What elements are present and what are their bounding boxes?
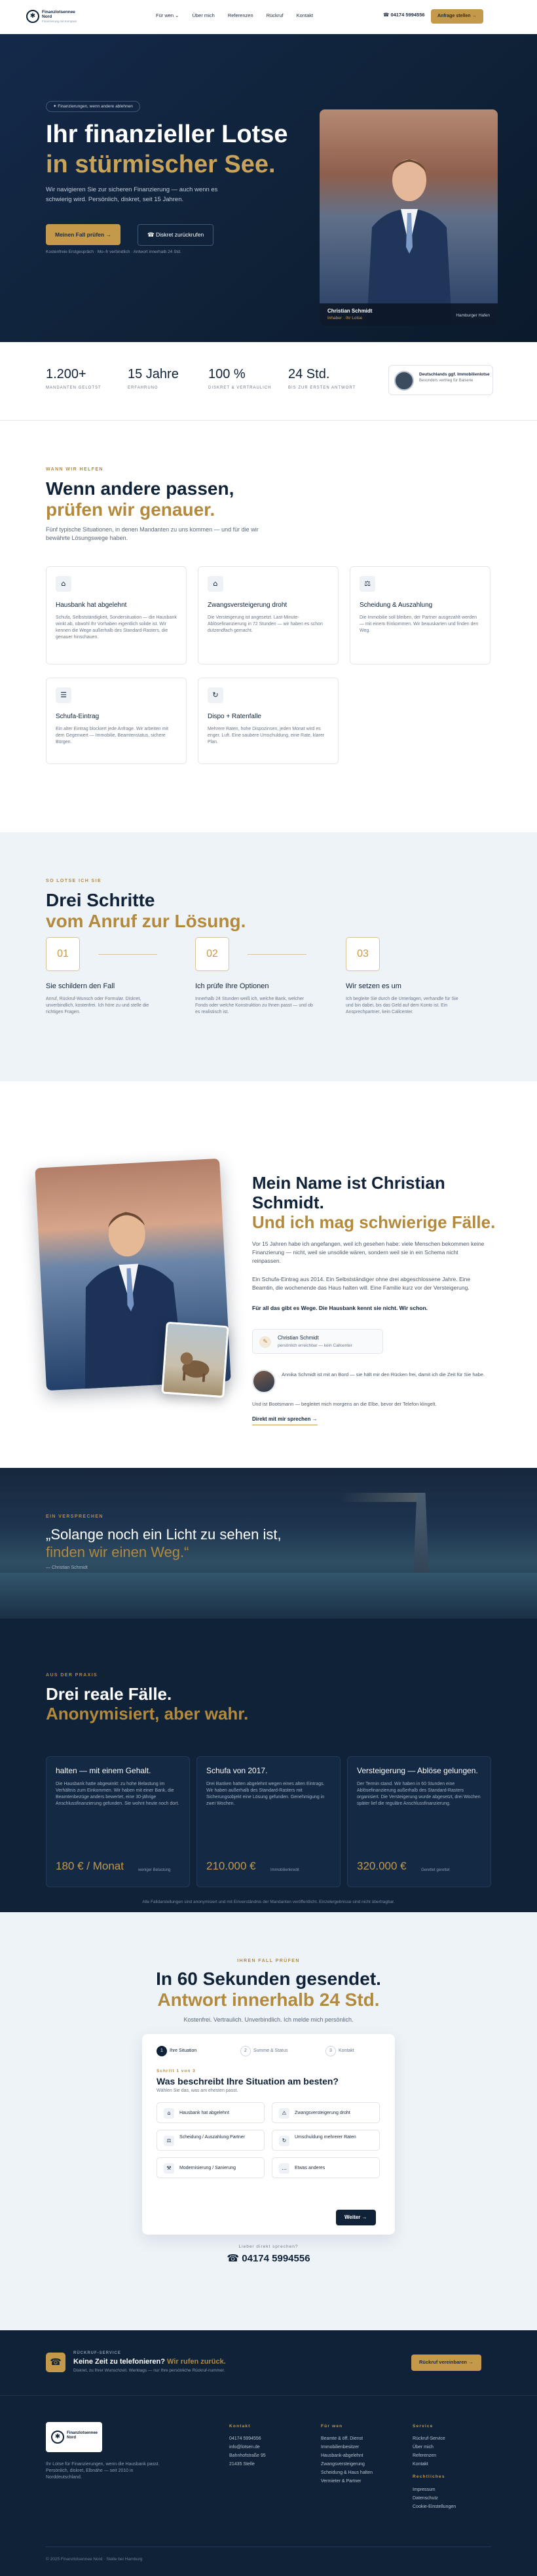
option-label: Modernisierung / Sanierung bbox=[179, 2166, 236, 2170]
form-step-2 bbox=[240, 2046, 288, 2056]
hero-pill: ✦ Finanzierungen, wenn andere ablehnen bbox=[46, 101, 140, 112]
nav-phone[interactable] bbox=[383, 12, 425, 19]
nav-cta-button[interactable]: Anfrage stellen → bbox=[431, 9, 483, 24]
nav-link-referenzen[interactable]: Referenzen bbox=[227, 12, 253, 18]
callback-title bbox=[73, 2357, 226, 2368]
promise-quote-line1: „Solange noch ein Licht zu sehen ist, bbox=[46, 1526, 282, 1543]
pen-icon: ✎ bbox=[259, 1336, 271, 1348]
case-desc: Die Hausbank hatte abgewinkt: zu hohe Belastung im Verhältnis zum Einkommen. Wir haben mit einer Bank, die Beamtenbezüge anders bewertet, eine 30-jährige Anschlussfinanzierung gefunden. Sie wohnt heute noch dort. bbox=[56, 1782, 179, 1806]
hero-subtitle: Wir navigieren Sie zur sicheren Finanzierung — auch wenn es schwierig wird. Persönlich, diskret, seit 15 Jahren. bbox=[46, 186, 218, 203]
section-title bbox=[46, 478, 373, 520]
footer-col-head: Kontakt bbox=[229, 2424, 251, 2429]
signature-name: Christian Schmidt bbox=[278, 1335, 319, 1341]
situation-card-dispo[interactable] bbox=[198, 678, 339, 764]
footer-link[interactable]: Immobilienbesitzer bbox=[321, 2445, 360, 2450]
case-card-3 bbox=[347, 1756, 491, 1887]
logo-tagline: Finanzierung mit Kompass bbox=[42, 20, 77, 23]
stat-erfahrung bbox=[128, 365, 179, 391]
step-title: Wir setzen es um bbox=[346, 982, 401, 990]
footer-col-contact bbox=[229, 2423, 266, 2469]
hero-title bbox=[46, 119, 308, 180]
step-connector bbox=[248, 954, 306, 955]
portrait-role: Inhaber · Ihr Lotse bbox=[327, 315, 363, 320]
form-step-3 bbox=[325, 2046, 354, 2056]
card-desc: Mehrere Raten, hohe Dispozinsen, jeden Monat wird es enger. Luft. Eine saubere Umschuldung, eine Rate, klarer Plan. bbox=[208, 726, 325, 744]
option-label: Hausbank hat abgelehnt bbox=[179, 2111, 229, 2115]
form-question: Was beschreibt Ihre Situation am besten? bbox=[157, 2076, 339, 2086]
nav-link-kontakt[interactable]: Kontakt bbox=[296, 12, 314, 18]
nav-phone-number: 04174 5994556 bbox=[390, 12, 425, 18]
hero-title-line1: Ihr finanzieller Lotse bbox=[46, 121, 288, 148]
portrait-illustration bbox=[360, 149, 458, 326]
step-1 bbox=[46, 937, 177, 1016]
signature-box bbox=[252, 1329, 383, 1354]
house-alert-icon: ⌂ bbox=[208, 576, 223, 592]
stat-label: DISKRET & VERTRAULICH bbox=[208, 386, 272, 390]
case-amount-label: Gerettet gerettet bbox=[421, 1868, 450, 1873]
footer-logo-name: Finanzlotsennee Nord bbox=[67, 2431, 98, 2440]
step-desc: Anruf, Rückruf-Wunsch oder Formular. Diskret, unverbindlich, kostenfrei. Ich höre zu und stelle die richtigen Fragen. bbox=[46, 996, 149, 1014]
case-title: halten — mit einem Gehalt. bbox=[56, 1766, 151, 1775]
compass-icon: ✱ bbox=[51, 2431, 64, 2444]
footer-col-head-legal: Rechtliches bbox=[413, 2474, 445, 2480]
section-subtitle: Fünf typische Situationen, in denen Mandanten zu uns kommen — und für die wir bewährte Lösungswege haben. bbox=[46, 526, 259, 541]
stat-label: ERFAHRUNG bbox=[128, 386, 158, 390]
phone-icon: ☎ bbox=[383, 12, 390, 18]
footer-link[interactable]: Über mich bbox=[413, 2445, 434, 2450]
promise-quote bbox=[46, 1526, 360, 1561]
step-number: 03 bbox=[346, 937, 380, 971]
step-connector bbox=[98, 954, 157, 955]
house-icon: ⌂ bbox=[164, 2108, 174, 2119]
hero-note: Kostenfreie Erstgespräch · Mo–fr verbindlich · Antwort innerhalb 24 Std. bbox=[46, 250, 181, 254]
stat-antwort bbox=[288, 365, 356, 391]
section-title-line2: Anonymisiert, aber wahr. bbox=[46, 1704, 249, 1723]
section-eyebrow: SO LOTSE ICH SIE bbox=[46, 879, 102, 883]
form-step-1 bbox=[157, 2046, 196, 2056]
top-nav bbox=[0, 0, 537, 34]
footer-col-head: Für wen bbox=[321, 2424, 343, 2429]
promise-author: — Christian Schmidt bbox=[46, 1566, 88, 1570]
logo-name: Finanzlotsennee Nord bbox=[42, 10, 75, 19]
step-dot: 2 bbox=[240, 2046, 251, 2056]
step-3 bbox=[346, 937, 477, 1016]
sea-background bbox=[0, 1573, 537, 1619]
form-step-kicker: Schritt 1 von 3 bbox=[157, 2069, 196, 2073]
option-label: Umschuldung mehrerer Raten bbox=[295, 2135, 356, 2140]
promise-quote-line2: finden wir einen Weg.“ bbox=[46, 1544, 189, 1560]
option-label: Zwangsversteigerung droht bbox=[295, 2111, 350, 2115]
footer-link[interactable]: Vermieter & Partner bbox=[321, 2479, 361, 2484]
card-title: Scheidung & Auszahlung bbox=[360, 602, 433, 609]
nav-link-ueber-mich[interactable]: Über mich bbox=[192, 12, 215, 18]
steps-section bbox=[0, 832, 537, 1081]
section-title-line1: Drei Schritte bbox=[46, 890, 155, 910]
step-number: 02 bbox=[195, 937, 229, 971]
portrait-name: Christian Schmidt bbox=[327, 308, 373, 314]
case-title: Versteigerung — Ablöse gelungen. bbox=[357, 1766, 478, 1775]
callback-subtitle: Diskret, zu Ihrer Wunschzeit. Werktags — nur Ihre persönliche Rückruf-nummer. bbox=[73, 2368, 225, 2373]
card-title: Zwangsversteigerung droht bbox=[208, 602, 287, 609]
case-form bbox=[142, 2034, 395, 2235]
footer-logo[interactable] bbox=[46, 2422, 102, 2452]
scales-icon: ⚖ bbox=[360, 576, 375, 592]
signature-role: persönlich erreichbar — kein Callcenter bbox=[278, 1343, 352, 1348]
about-paragraph-3: Für all das gibt es Wege. Die Hausbank kennt sie nicht. Wir schon. bbox=[252, 1305, 428, 1311]
step-label: Kontakt bbox=[339, 2048, 354, 2053]
option-hausbank[interactable] bbox=[157, 2102, 265, 2123]
phone-icon: ☎ bbox=[46, 2353, 65, 2372]
option-label: Etwas anderes bbox=[295, 2166, 325, 2170]
logo[interactable] bbox=[26, 9, 76, 26]
badge-subtitle: Besonders vertrieg für Baiserie bbox=[419, 379, 473, 383]
check-case-button[interactable]: Meinen Fall prüfen → bbox=[46, 224, 120, 245]
trust-badge bbox=[388, 365, 493, 395]
option-umschuldung[interactable] bbox=[272, 2130, 380, 2151]
next-button[interactable]: Weiter → bbox=[336, 2210, 376, 2225]
compass-icon: ✱ bbox=[26, 10, 39, 23]
footer-col-service bbox=[413, 2423, 456, 2511]
footer-col-audience bbox=[321, 2423, 373, 2486]
card-desc: Die Immobilie soll bleiben, der Partner ausgezahlt werden — mit einem Einkommen. Wir beauskarten und finden den Weg. bbox=[360, 615, 479, 633]
footer-link[interactable]: Referenzen bbox=[413, 2453, 437, 2459]
step-2 bbox=[195, 937, 326, 1016]
section-title bbox=[0, 1969, 537, 2010]
case-amount: 320.000 € bbox=[357, 1860, 407, 1873]
situation-card-scheidung[interactable] bbox=[350, 566, 491, 664]
section-title-line1: Wenn andere passen, bbox=[46, 478, 234, 499]
footer-description: Ihr Lotse für Finanzierungen, wenn die Hausbank passt. Persönlich, diskret, Elbnähe — seit 2010 in Norddeutschland. bbox=[46, 2462, 160, 2480]
card-desc: Ein alter Eintrag blockiert jede Anfrage. Wir arbeiten mit dem Gegenwert — Immobilie, Beamtenstatus, sichere Bürgen. bbox=[56, 726, 168, 744]
callback-button-label: Diskret zurückrufen bbox=[155, 231, 204, 238]
nav-link-rueckruf[interactable]: Rückruf bbox=[266, 12, 284, 18]
option-scheidung[interactable] bbox=[157, 2130, 265, 2151]
stat-value: 15 Jahre bbox=[128, 367, 179, 381]
stat-diskret bbox=[208, 365, 271, 391]
about-title bbox=[252, 1173, 501, 1232]
card-desc: Schufa, Selbstständigkeit, Sondersituation — die Hausbank winkt ab, obwohl Ihr Vorhaben eigentlich solide ist. Wir kennen die Wege außerhalb des Standard-Rasters, die genauer hinschauen. bbox=[56, 615, 177, 640]
section-subtitle: Kostenfrei. Vertraulich. Unverbindlich. Ich melde mich persönlich. bbox=[183, 2016, 354, 2023]
footer-link[interactable]: Zwangsversteigerung bbox=[321, 2462, 365, 2467]
footer-link-cookies[interactable]: Cookie-Einstellungen bbox=[413, 2504, 456, 2509]
direct-contact-link[interactable]: Direkt mit mir sprechen → bbox=[252, 1415, 318, 1425]
light-beam bbox=[341, 1493, 419, 1502]
warning-icon: ⚠ bbox=[279, 2108, 289, 2119]
step-label: Summe & Status bbox=[253, 2048, 288, 2053]
case-desc: Drei Banken hatten abgelehnt wegen eines alten Eintrags. Wir haben außerhalb des Standard-Rasters mit Sicherungsobjekt eine Lösung gefunden. Genehmigung in zwei Wochen. bbox=[206, 1782, 325, 1806]
more-icon: … bbox=[279, 2163, 289, 2174]
callback-kicker: RÜCKRUF-SERVICE bbox=[73, 2351, 121, 2355]
footer-link-impressum[interactable]: Impressum bbox=[413, 2487, 435, 2492]
nav-link-fuer-wen[interactable]: Für wen ⌄ bbox=[156, 12, 179, 18]
document-icon: ☰ bbox=[56, 687, 71, 703]
step-title: Ich prüfe Ihre Optionen bbox=[195, 982, 269, 990]
footer-copyright: © 2025 Finanzlotsennee Nord · Stelle bei Hamburg bbox=[46, 2557, 143, 2562]
footer-link[interactable]: Kontakt bbox=[413, 2462, 428, 2467]
footer-link-phone[interactable]: 04174 5994556 bbox=[229, 2436, 261, 2442]
dog-illustration bbox=[163, 1324, 227, 1396]
footer-link[interactable]: Beamte & öff. Dienst bbox=[321, 2436, 363, 2442]
case-amount: 180 € / Monat bbox=[56, 1860, 124, 1873]
footer-link[interactable]: Hausbank-abgelehnt bbox=[321, 2453, 363, 2459]
stat-label: MANDANTEN GELOTST bbox=[46, 386, 102, 390]
card-title: Schufa-Eintrag bbox=[56, 713, 100, 720]
section-title-line2: Antwort innerhalb 24 Std. bbox=[157, 1990, 380, 2010]
callback-bar bbox=[0, 2330, 537, 2396]
stat-label: BIS ZUR ERSTEN ANTWORT bbox=[288, 386, 356, 390]
step-number: 01 bbox=[46, 937, 80, 971]
case-card-1 bbox=[46, 1756, 190, 1887]
case-form-section bbox=[0, 1912, 537, 2330]
about-section bbox=[0, 1081, 537, 1468]
situation-card-schufa[interactable] bbox=[46, 678, 187, 764]
footer-link[interactable]: Rückruf-Service bbox=[413, 2436, 445, 2442]
footer-link[interactable]: Scheidung & Haus halten bbox=[321, 2470, 373, 2476]
section-title bbox=[46, 890, 308, 932]
section-title-line1: Drei reale Fälle. bbox=[46, 1684, 172, 1704]
card-title: Dispo + Ratenfalle bbox=[208, 713, 261, 720]
section-eyebrow: AUS DER PRAXIS bbox=[46, 1673, 98, 1678]
case-amount: 210.000 € bbox=[206, 1860, 256, 1873]
section-eyebrow: IHREN FALL PRÜFEN bbox=[237, 1959, 300, 1963]
step-desc: Innerhalb 24 Stunden weiß ich, welche Bank, welcher Fonds oder welche Konstruktion zu Ihnen passt — und ob es realistisch ist. bbox=[195, 996, 313, 1014]
stat-mandanten bbox=[46, 365, 102, 391]
footer-link-email[interactable]: info@lotsen.de bbox=[229, 2445, 260, 2450]
case-card-2 bbox=[196, 1756, 341, 1887]
situation-card-versteigerung[interactable] bbox=[198, 566, 339, 664]
scales-icon: ⚖ bbox=[164, 2136, 174, 2146]
option-versteigerung[interactable] bbox=[272, 2102, 380, 2123]
footer-col-head: Service bbox=[413, 2424, 434, 2429]
promise-section bbox=[0, 1468, 537, 1619]
about-title-line3: Und ich mag schwierige Fälle. bbox=[252, 1212, 496, 1232]
card-desc: Die Versteigerung ist angesetzt. Last-Minute-Ablösefinanzierung in 72 Stunden — wir haben es schon dutzendfach gemacht. bbox=[208, 615, 323, 633]
option-other[interactable] bbox=[272, 2157, 380, 2178]
footer-address-city: 21435 Stelle bbox=[229, 2462, 255, 2467]
stat-value: 1.200+ bbox=[46, 367, 86, 381]
case-title: Schufa von 2017. bbox=[206, 1766, 268, 1775]
badge-title: Deutschlands ggf. Immobilienlotse bbox=[419, 372, 490, 377]
nav-links bbox=[156, 12, 325, 20]
step-label: Ihre Situation bbox=[170, 2048, 197, 2053]
promise-eyebrow: EIN VERSPRECHEN bbox=[46, 1514, 103, 1519]
hero-portrait bbox=[320, 109, 498, 326]
house-icon: ⌂ bbox=[56, 576, 71, 592]
dog-note: Und ist Bootsmann — begleitet mich morgens an die Elbe, bevor der Telefon klingelt. bbox=[252, 1401, 437, 1407]
annika-avatar bbox=[252, 1370, 276, 1393]
section-eyebrow: WANN WIR HELFEN bbox=[46, 467, 103, 472]
hero-title-line2: in stürmischer See. bbox=[46, 151, 276, 178]
hero-section bbox=[0, 34, 537, 342]
footer-link-datenschutz[interactable]: Datenschutz bbox=[413, 2495, 438, 2501]
cases-section bbox=[0, 1619, 537, 1912]
step-dot: 3 bbox=[325, 2046, 336, 2056]
step-title: Sie schildern den Fall bbox=[46, 982, 115, 990]
case-desc: Der Termin stand. Wir haben in 60 Stunden eine Ablösefinanzierung außerhalb des Standard-Rasters organisiert. Die Versteigerung wurde abgesetzt, drei Wochen später lief die reguläre Anschlussfinanzierung. bbox=[357, 1782, 481, 1806]
portrait-location: Hamburger Hafen bbox=[456, 313, 490, 318]
section-title-line2: vom Anruf zur Lösung. bbox=[46, 911, 246, 931]
section-title bbox=[46, 1684, 373, 1723]
phone-icon: ☎ bbox=[147, 232, 155, 239]
form-phone-link[interactable]: ☎ 04174 5994556 bbox=[227, 2253, 310, 2264]
option-label: Scheidung / Auszahlung Partner bbox=[179, 2135, 246, 2140]
team-note: Annika Schmidt ist mit an Bord — sie hält mir den Rücken frei, damit ich die Zeit für Sie habe. bbox=[282, 1372, 485, 1377]
footer-address-street: Bahnhofstraße 95 bbox=[229, 2453, 266, 2459]
about-paragraph-1: Vor 15 Jahren habe ich angefangen, weil ich gesehen habe: viele Menschen bekommen keine Finanzierung — nicht, weil sie unsolide wären, sondern weil sie in ein Schema nicht reinpassen. bbox=[252, 1240, 485, 1264]
about-title-line2: Schmidt. bbox=[252, 1193, 324, 1212]
stat-value: 24 Std. bbox=[288, 367, 330, 381]
callback-button[interactable] bbox=[138, 224, 213, 246]
stats-bar bbox=[0, 342, 537, 421]
case-amount-label: weniger Belastung bbox=[138, 1868, 171, 1873]
about-paragraph-2: Ein Schufa-Eintrag aus 2014. Ein Selbstständiger ohne drei abgeschlossene Jahre. Eine Beamtin, die wochenende das Haus halten will. Eine Familie kurz vor der Versteigerung. bbox=[252, 1276, 471, 1291]
option-modernisierung[interactable] bbox=[157, 2157, 265, 2178]
refresh-icon: ↻ bbox=[208, 687, 223, 703]
tools-icon: ⚒ bbox=[164, 2163, 174, 2174]
card-title: Hausbank hat abgelehnt bbox=[56, 602, 127, 609]
situation-card-hausbank[interactable] bbox=[46, 566, 187, 664]
schedule-callback-button[interactable]: Rückruf vereinbaren → bbox=[411, 2355, 481, 2371]
refresh-icon: ↻ bbox=[279, 2136, 289, 2146]
step-desc: Ich begleite Sie durch die Unterlagen, verhandle für Sie und bin dabei, bis das Geld auf dem Konto ist. Ein Ansprechpartner, kein Callcenter. bbox=[346, 996, 458, 1014]
section-title-line2: prüfen wir genauer. bbox=[46, 499, 215, 520]
portrait-caption bbox=[320, 303, 498, 326]
situations-section bbox=[0, 421, 537, 832]
about-title-line1: Mein Name ist Christian bbox=[252, 1173, 445, 1193]
dog-photo bbox=[161, 1322, 229, 1398]
step-dot: 1 bbox=[157, 2046, 167, 2056]
callback-title-a: Keine Zeit zu telefonieren? bbox=[73, 2358, 165, 2366]
form-hint: Wählen Sie das, was am ehesten passt. bbox=[157, 2088, 238, 2093]
callback-title-b: Wir rufen zurück. bbox=[167, 2358, 226, 2366]
cases-disclaimer: Alle Falldarstellungen sind anonymisiert und mit Einverständnis der Mandanten veröffentlicht. Einzelergebnisse sind nicht übertragbar. bbox=[142, 1900, 395, 1904]
stat-value: 100 % bbox=[208, 367, 246, 381]
call-kicker: Lieber direkt sprechen? bbox=[238, 2244, 299, 2249]
seal-icon bbox=[394, 371, 414, 391]
section-title-line1: In 60 Sekunden gesendet. bbox=[156, 1969, 381, 1989]
case-amount-label: Immobilienkredit bbox=[270, 1868, 299, 1873]
footer bbox=[0, 2396, 537, 2576]
